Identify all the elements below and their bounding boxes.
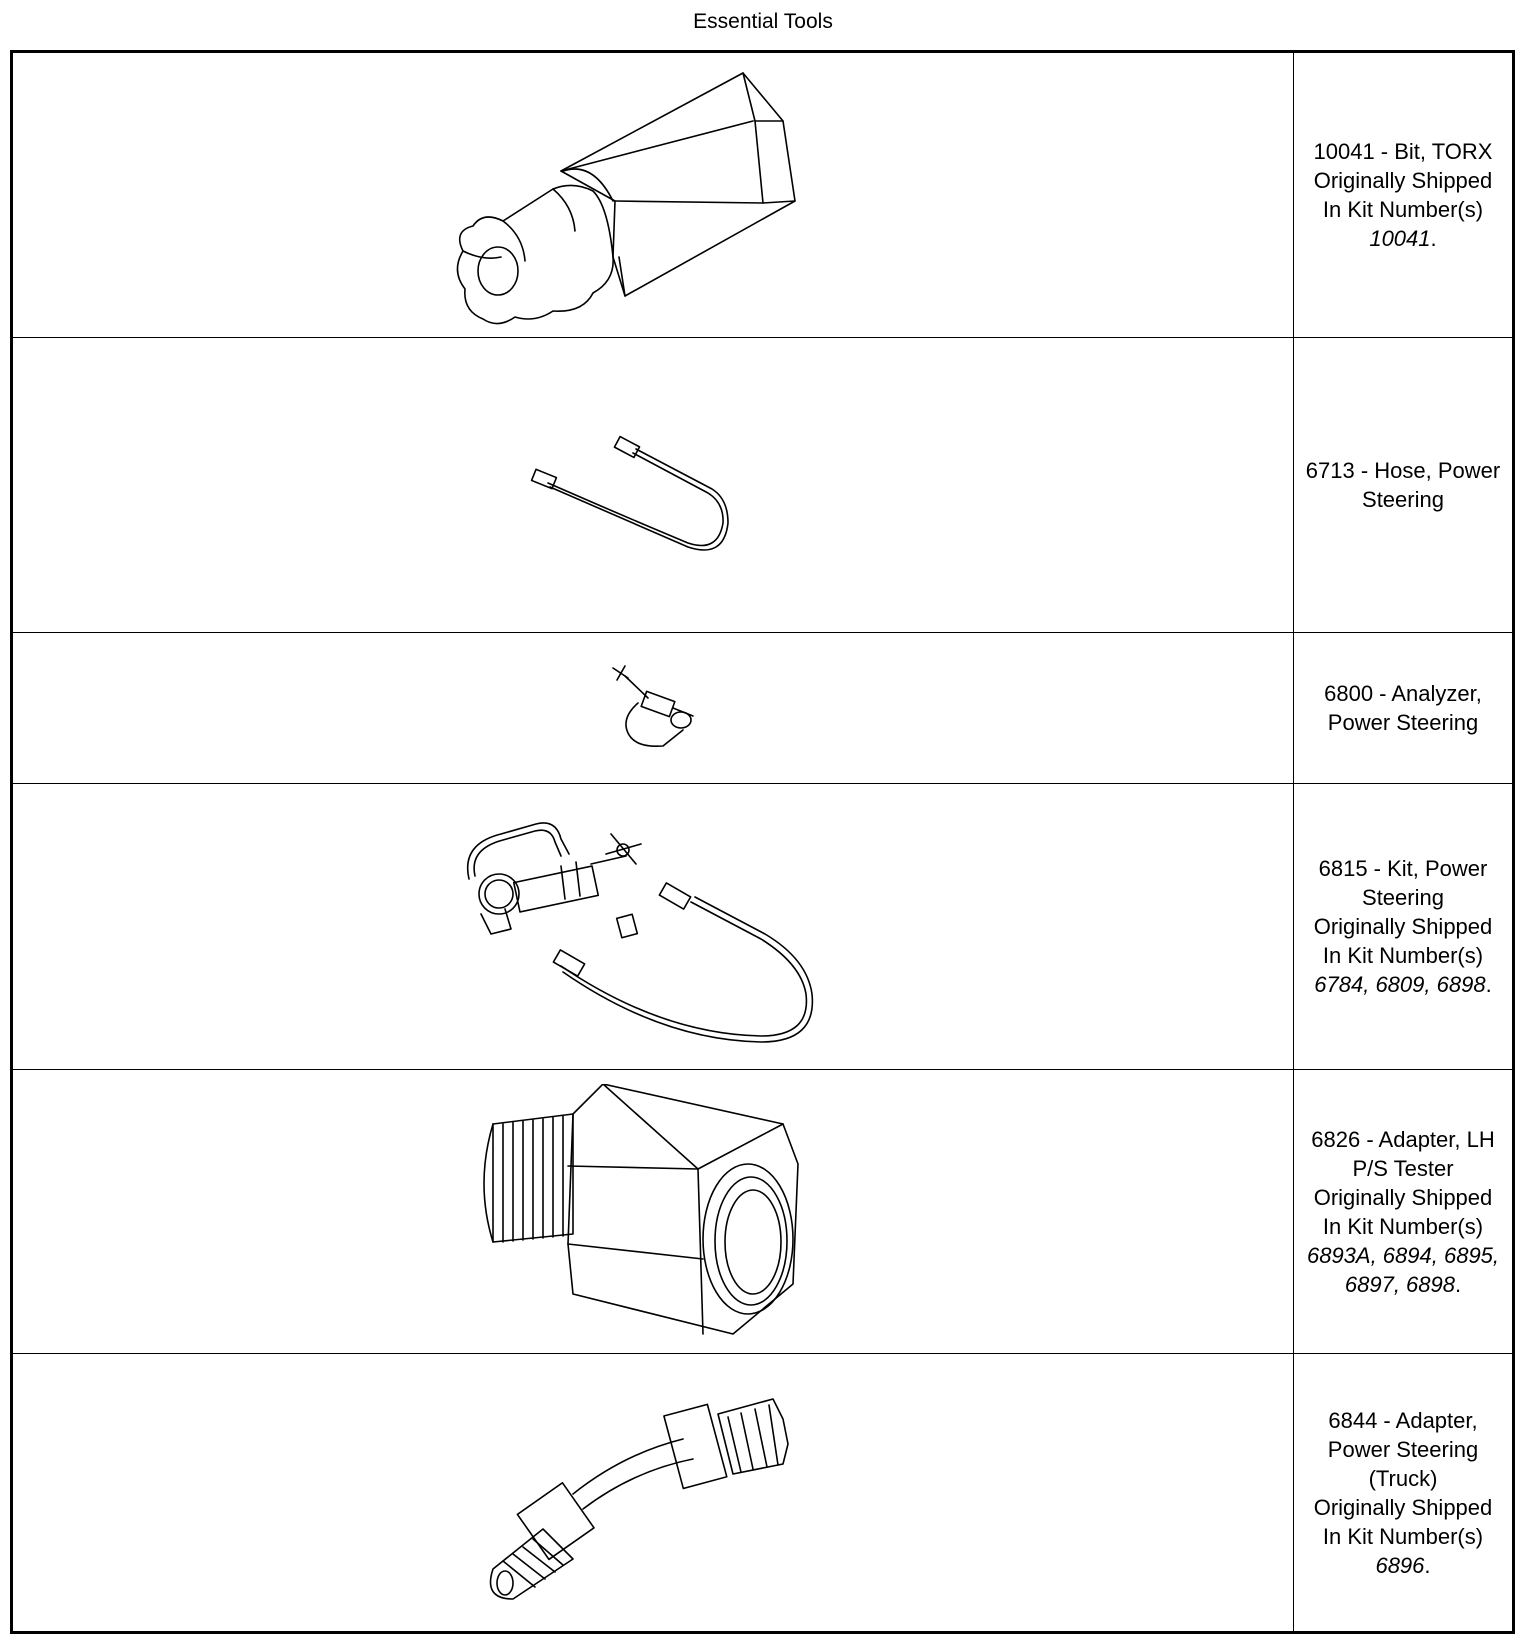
kit-list: 6893A, 6894, 6895, (1306, 1242, 1500, 1268)
hose-icon (518, 423, 778, 563)
kit-list-cont: 6897, 6898 (1344, 1271, 1455, 1297)
tool-name-cont: P/S Tester (1352, 1155, 1454, 1181)
tool-name: 10041 - Bit, TORX (1313, 139, 1493, 164)
tool-description-cell (1294, 784, 1512, 1070)
tool-description-cell (1294, 633, 1512, 784)
tool-description (1314, 1406, 1493, 1580)
kit-suffix: . (1430, 226, 1437, 251)
kit-number-label: In Kit Number(s) (1322, 1213, 1484, 1239)
shipped-note: Originally Shipped (1313, 1494, 1493, 1520)
tool-illustration-cell (13, 784, 1294, 1070)
tool-name: 6844 - Adapter, (1328, 1407, 1478, 1433)
shipped-note: Originally Shipped (1313, 914, 1493, 939)
kit-suffix: . (1454, 1271, 1462, 1297)
tool-description (1324, 679, 1482, 737)
tool-illustration-cell (13, 633, 1294, 784)
tools-table (10, 50, 1515, 1634)
shipped-note: Originally Shipped (1313, 1184, 1493, 1210)
adapter-lh-icon (463, 1084, 843, 1339)
kit-list: 10041 (1369, 226, 1431, 251)
kit-number-label: In Kit Number(s) (1322, 197, 1484, 222)
kit-numbers (1314, 224, 1493, 253)
tool-description (1314, 137, 1493, 253)
adapter-truck-icon (473, 1379, 843, 1609)
kit-numbers-cont (1307, 1270, 1499, 1299)
kit-list: 6784, 6809, 6898 (1314, 972, 1486, 997)
tool-name: 6826 - Adapter, LH (1311, 1126, 1495, 1152)
analyzer-icon (603, 658, 713, 758)
tool-name: 6713 - Hose, Power (1305, 458, 1501, 483)
kit-number-label: In Kit Number(s) (1322, 943, 1484, 968)
kit-number-label: In Kit Number(s) (1322, 1523, 1484, 1549)
tool-description (1306, 456, 1500, 514)
kit-suffix: . (1424, 1552, 1431, 1578)
tool-description-cell (1294, 1354, 1512, 1631)
kit-suffix: . (1485, 972, 1492, 997)
tool-name-cont: Power Steering (1327, 1436, 1479, 1462)
tool-description-cell (1294, 1070, 1512, 1354)
kit-numbers (1314, 970, 1493, 999)
power-steering-kit-icon (461, 804, 851, 1059)
tool-illustration-cell (13, 338, 1294, 633)
tool-name-cont2: (Truck) (1368, 1465, 1438, 1491)
tool-description (1314, 854, 1493, 999)
kit-numbers (1314, 1551, 1493, 1580)
tool-name-cont: Steering (1362, 487, 1444, 512)
tool-description-cell (1294, 53, 1512, 338)
tool-name: 6815 - Kit, Power (1318, 856, 1488, 881)
kit-list: 6896 (1375, 1552, 1425, 1578)
shipped-note: Originally Shipped (1313, 168, 1493, 193)
tool-description (1307, 1125, 1499, 1299)
tool-illustration-cell (13, 53, 1294, 338)
torx-bit-icon (443, 61, 823, 331)
tool-illustration-cell (13, 1070, 1294, 1354)
tool-illustration-cell (13, 1354, 1294, 1631)
tool-name: 6800 - Analyzer, (1324, 681, 1482, 706)
page-title: Essential Tools (693, 10, 833, 33)
tool-name-cont: Power Steering (1327, 710, 1479, 735)
tool-description-cell (1294, 338, 1512, 633)
tool-name-cont: Steering (1362, 885, 1444, 910)
kit-numbers (1307, 1241, 1499, 1270)
